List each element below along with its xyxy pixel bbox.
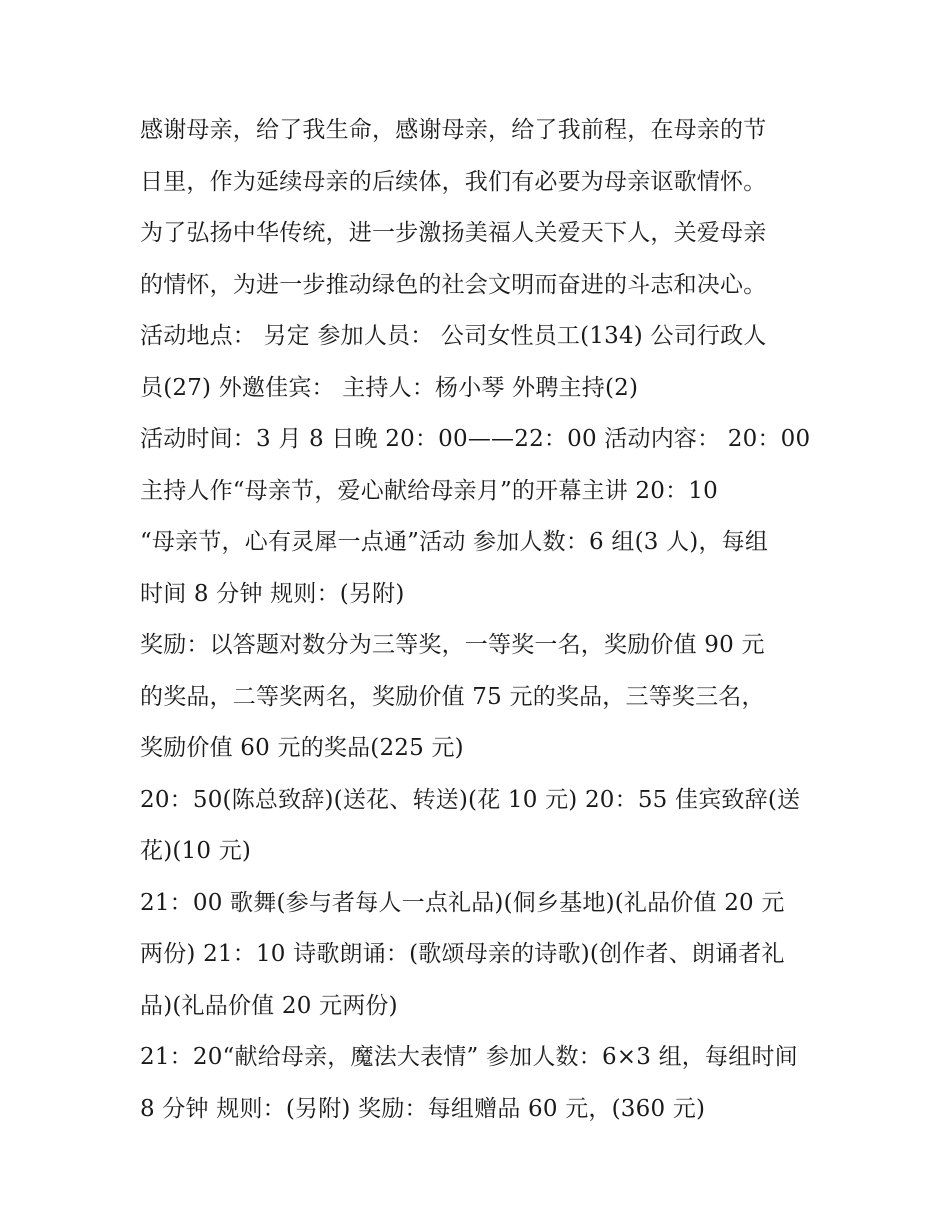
text-line: 奖励价值 60 元的奖品(225 元) xyxy=(140,735,464,761)
text-line: 活动时间：3 月 8 日晚 20：00——22：00 活动内容： 20：00 xyxy=(140,426,811,452)
text-line: 8 分钟 规则：(另附) 奖励：每组赠品 60 元，(360 元) xyxy=(140,1095,706,1122)
text-line: 两份) 21：10 诗歌朗诵：(歌颂母亲的诗歌)(创作者、朗诵者礼 xyxy=(140,941,785,967)
text-line: 的奖品，二等奖两名，奖励价值 75 元的奖品，三等奖三名， xyxy=(140,683,765,710)
text-line: 主持人作“母亲节，爱心献给母亲月”的开幕主讲 20：10 xyxy=(140,477,718,504)
text-line: 21：00 歌舞(参与者每人一点礼品)(侗乡基地)(礼品价值 20 元 xyxy=(140,889,785,916)
text-line: 日里，作为延续母亲的后续体，我们有必要为母亲讴歌情怀。 xyxy=(140,168,767,195)
text-line: 活动地点： 另定 参加人员： 公司女性员工(134) 公司行政人 xyxy=(140,323,767,349)
text-line: 花)(10 元) xyxy=(140,838,252,864)
text-line: 21：20“献给母亲，魔法大表情” 参加人数：6×3 组，每组时间 xyxy=(140,1044,798,1070)
text-line: 时间 8 分钟 规则：(另附) xyxy=(140,580,405,607)
text-line: 为了弘扬中华传统，进一步激扬美福人关爱天下人，关爱母亲 xyxy=(140,220,767,246)
text-line: 奖励：以答题对数分为三等奖，一等奖一名，奖励价值 90 元 xyxy=(140,632,765,658)
text-line: 员(27) 外邀佳宾： 主持人：杨小琴 外聘主持(2) xyxy=(140,374,639,401)
text-line: “母亲节，心有灵犀一点通”活动 参加人数：6 组(3 人)，每组 xyxy=(140,529,769,555)
text-line: 感谢母亲，给了我生命，感谢母亲，给了我前程，在母亲的节 xyxy=(140,117,767,143)
text-line: 品)(礼品价值 20 元两份) xyxy=(140,992,398,1019)
text-line: 20：50(陈总致辞)(送花、转送)(花 10 元) 20：55 佳宾致辞(送 xyxy=(140,786,801,813)
text-line: 的情怀，为进一步推动绿色的社会文明而奋进的斗志和决心。 xyxy=(140,271,767,298)
document-body xyxy=(140,105,820,1135)
